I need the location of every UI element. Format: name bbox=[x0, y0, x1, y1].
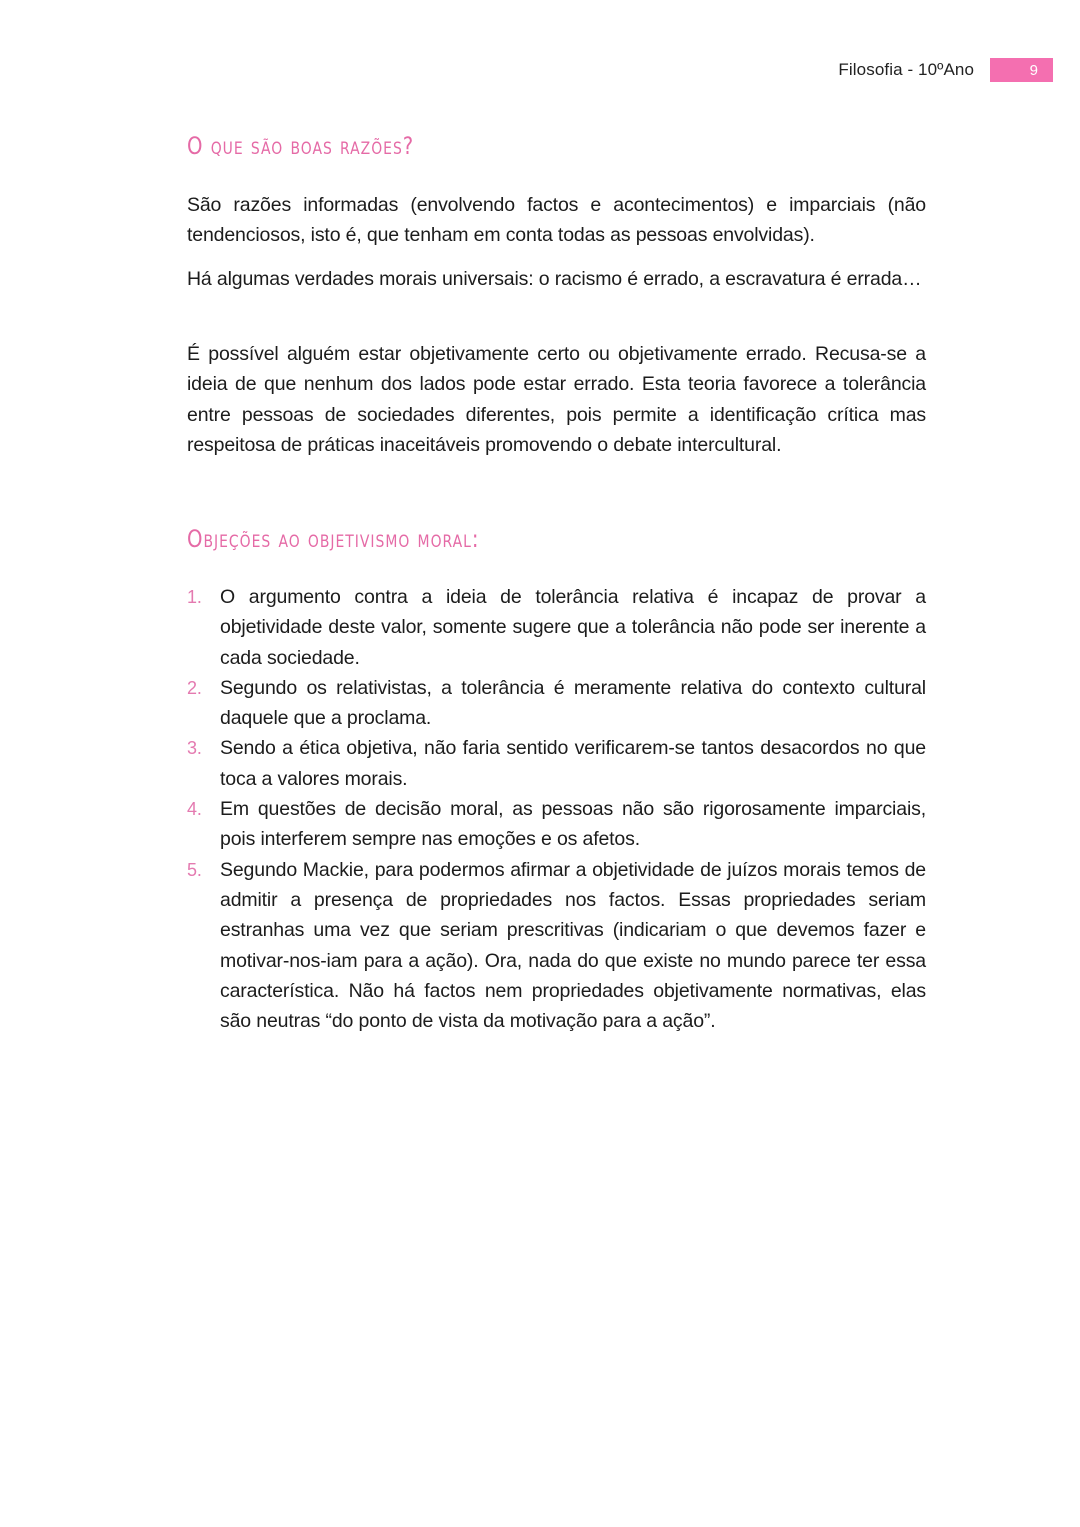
list-item-text: Em questões de decisão moral, as pessoas não são rigorosamente imparciais, pois interferem sempre nas emoções e os afetos. bbox=[220, 798, 926, 851]
section-heading-objections: Objeções ao objetivismo moral: bbox=[187, 525, 480, 553]
section-objections bbox=[187, 525, 926, 553]
paragraph-informed-reasons: São razões informadas (envolvendo factos e acontecimentos) e imparciais (não tendenciosos, isto é, que tenham em conta todas as pessoas envolvidas). bbox=[187, 194, 926, 247]
list-item bbox=[187, 582, 926, 673]
list-item-text: Segundo Mackie, para podermos afirmar a objetividade de juízos morais temos de admitir a presença de propriedades nos factos. Essas propriedades seriam estranhas uma vez que seriam prescritivas (indicariam o que devemos fazer e motivar-nos-iam para a ação). Ora, nada do que existe no mundo parece ter essa característica. Não há factos nem propriedades objetivamente normativas, elas são neutras “do ponto de vista da motivação para a ação”. bbox=[220, 858, 926, 1033]
paragraph-block bbox=[187, 190, 926, 251]
list-number: 1. bbox=[187, 587, 202, 607]
objections-list-container bbox=[187, 582, 926, 1036]
objections-list bbox=[187, 582, 926, 1036]
list-item-text: Sendo a ética objetiva, não faria sentido verificarem-se tantos desacordos no que toca a valores morais. bbox=[220, 737, 926, 790]
list-item bbox=[187, 794, 926, 855]
paragraph-objective-right-wrong: É possível alguém estar objetivamente certo ou objetivamente errado. Recusa-se a ideia de que nenhum dos lados pode estar errado. Esta teoria favorece a tolerância entre pessoas de sociedades diferentes, pois permite a identificação crítica mas respeitosa de práticas inaceitáveis promovendo o debate intercultural. bbox=[187, 343, 926, 456]
list-number: 4. bbox=[187, 799, 202, 820]
paragraph-block bbox=[187, 264, 926, 294]
list-item bbox=[187, 855, 926, 1037]
list-item bbox=[187, 673, 926, 734]
page-number-badge: 9 bbox=[990, 58, 1053, 82]
paragraph-block bbox=[187, 339, 926, 460]
document-title: Filosofia - 10ºAno bbox=[838, 60, 974, 79]
paragraph-universal-truths: Há algumas verdades morais universais: o racismo é errado, a escravatura é errada… bbox=[187, 268, 922, 290]
list-number: 2. bbox=[187, 677, 202, 698]
list-item-text: O argumento contra a ideia de tolerância relativa é incapaz de provar a objetividade deste valor, somente sugere que a tolerância não pode ser inerente a cada sociedade. bbox=[220, 586, 926, 669]
page-header bbox=[838, 58, 1053, 82]
list-number: 3. bbox=[187, 738, 202, 759]
section-heading-good-reasons: O que são boas razões? bbox=[187, 132, 415, 160]
list-item bbox=[187, 733, 926, 794]
list-number: 5. bbox=[187, 859, 202, 880]
list-item-text: Segundo os relativistas, a tolerância é meramente relativa do contexto cultural daquele que a proclama. bbox=[220, 676, 926, 730]
section-good-reasons bbox=[187, 132, 926, 160]
